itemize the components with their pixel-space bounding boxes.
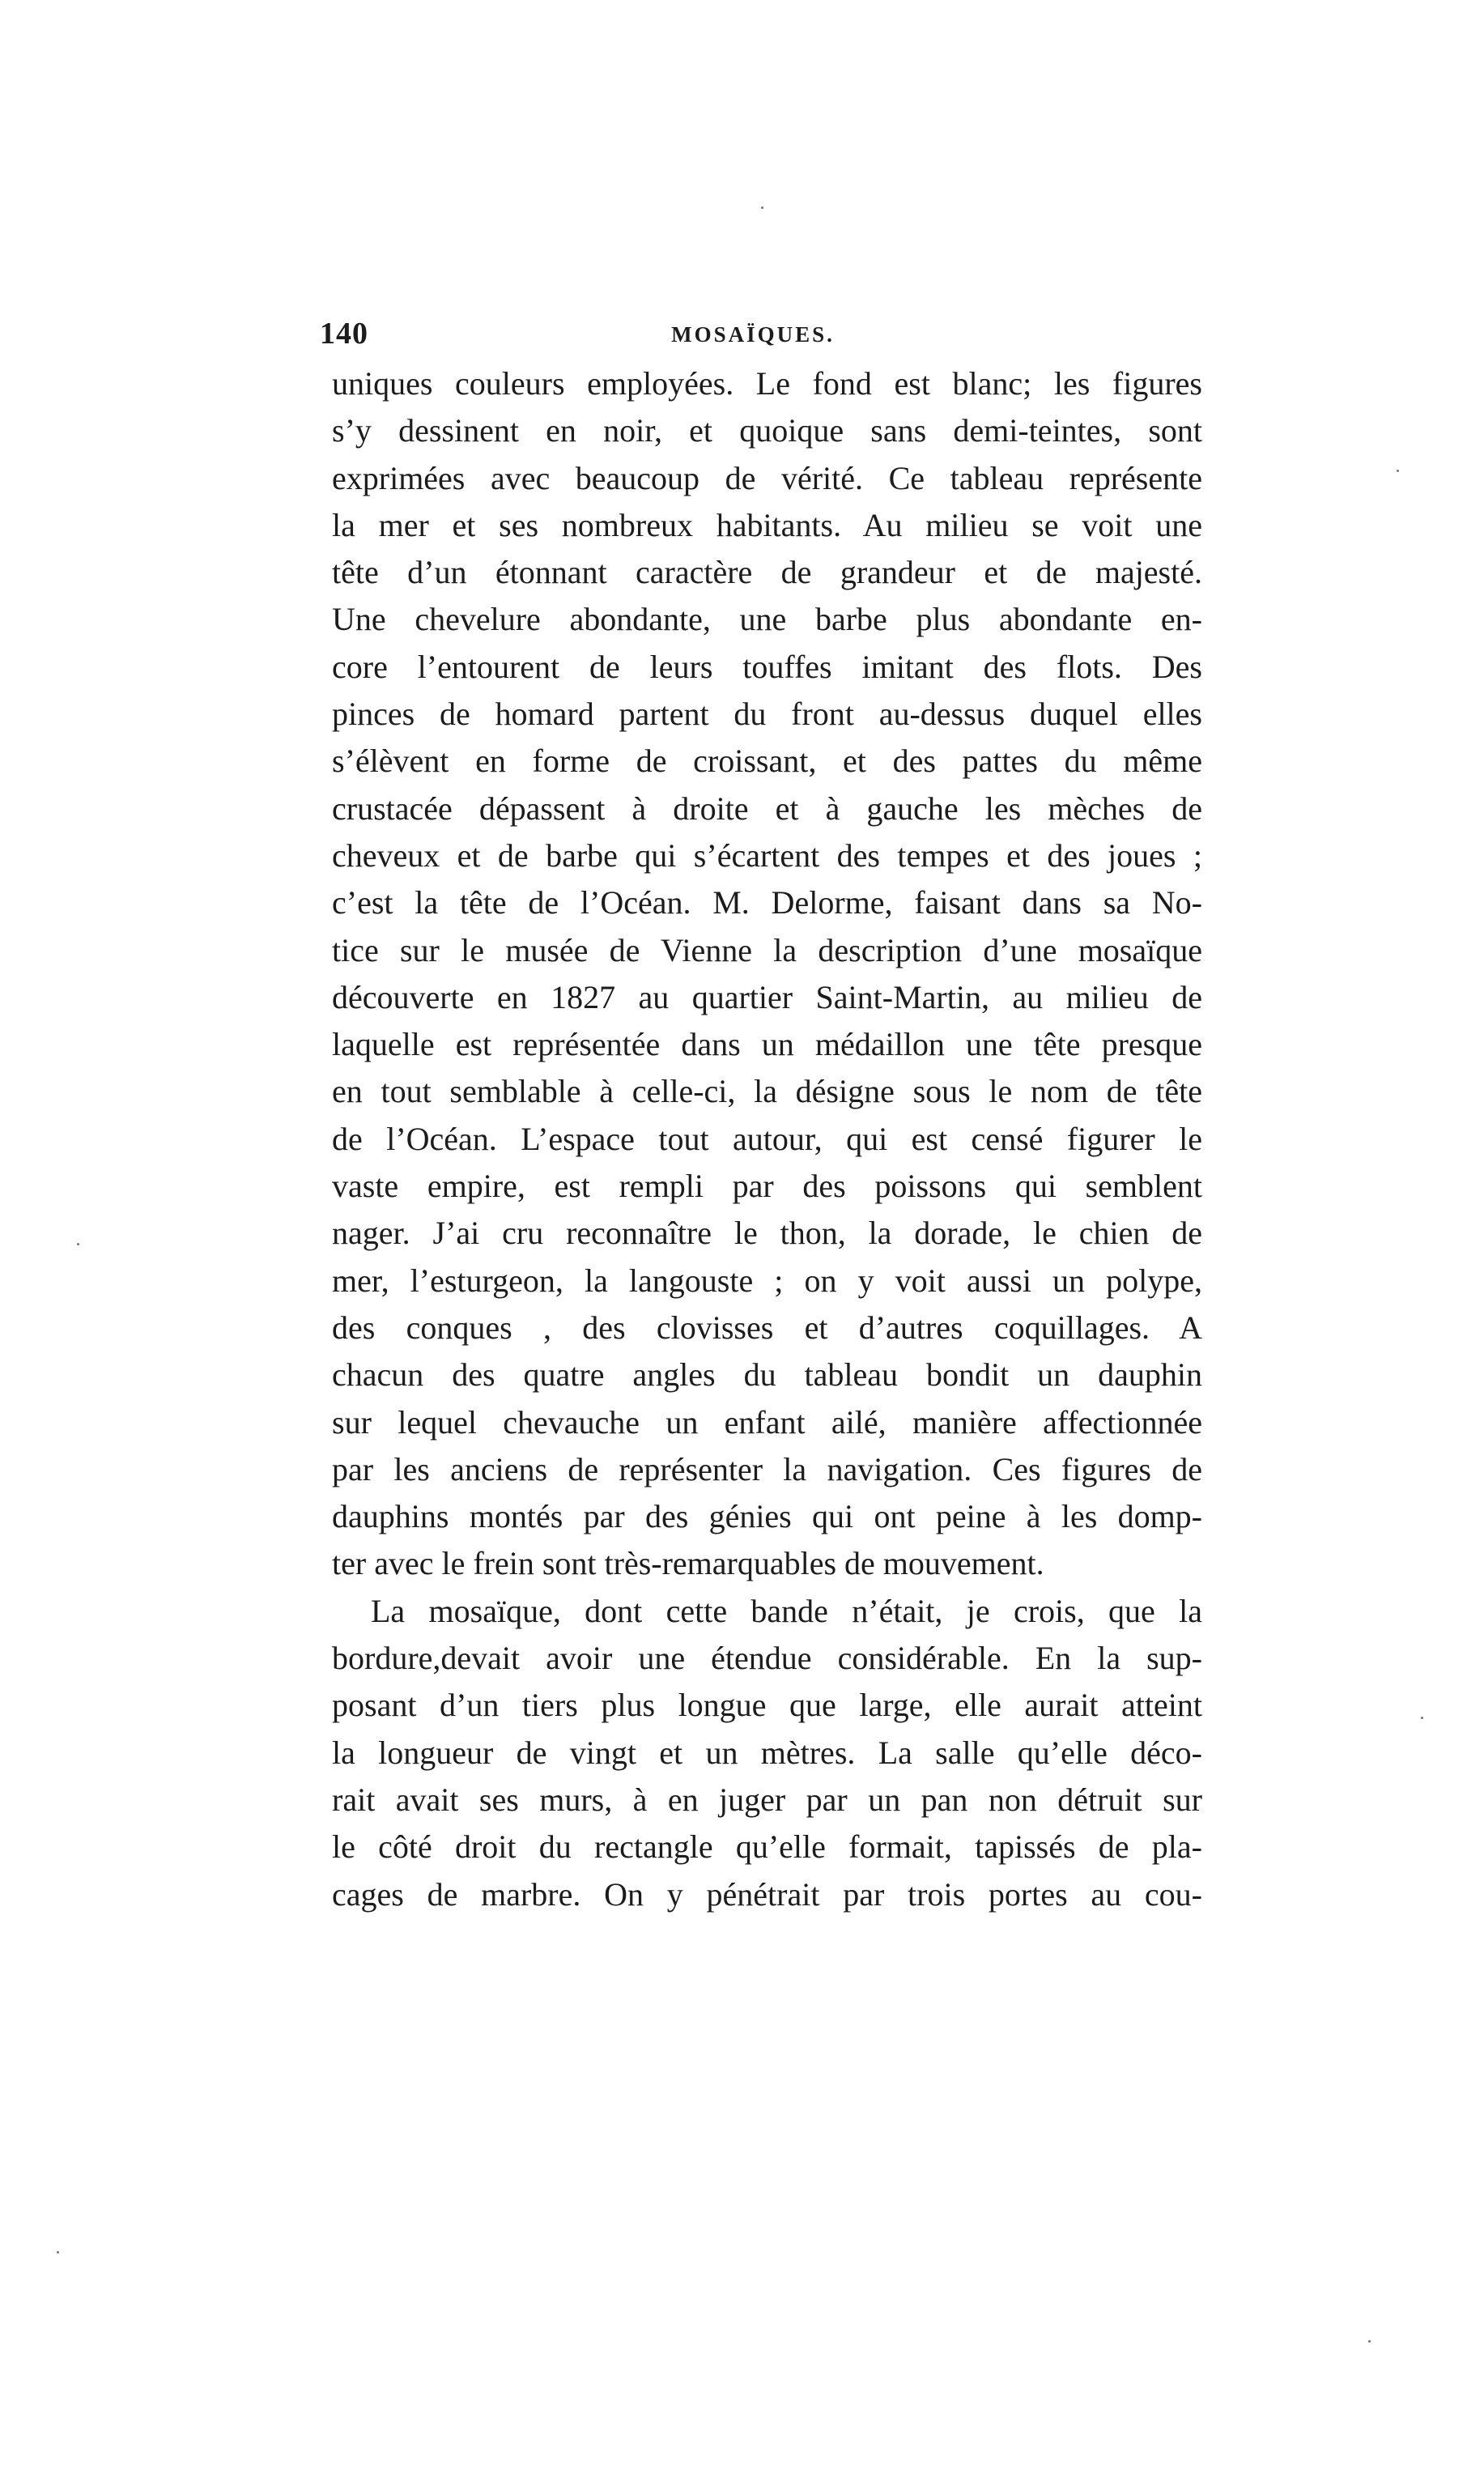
text-line: le côté droit du rectangle qu’elle formait, tapissés de pla- — [332, 1828, 1202, 1866]
text-line: rait avait ses murs, à en juger par un pan non détruit sur — [332, 1781, 1202, 1818]
text-line: vaste empire, est rempli par des poissons qui semblent — [332, 1168, 1202, 1205]
page-number: 140 — [320, 317, 368, 351]
body-text — [332, 360, 1202, 1918]
text-line: ter avec le frein sont très-remarquables de mouvement. — [332, 1545, 1044, 1582]
running-title: MOSAÏQUES. — [671, 322, 835, 347]
paper-speck — [57, 2251, 59, 2254]
text-line: s’élèvent en forme de croissant, et des pattes du même — [332, 743, 1202, 780]
text-line: c’est la tête de l’Océan. M. Delorme, faisant dans sa No- — [332, 884, 1202, 921]
text-line: La mosaïque, dont cette bande n’était, je crois, que la — [371, 1592, 1202, 1629]
text-line: core l’entourent de leurs touffes imitant des flots. Des — [332, 648, 1202, 685]
text-line: la mer et ses nombreux habitants. Au milieu se voit une — [332, 506, 1202, 543]
text-line: Une chevelure abondante, une barbe plus abondante en- — [332, 601, 1202, 638]
text-line: en tout semblable à celle-ci, la désigne sous le nom de tête — [332, 1073, 1202, 1110]
paper-speck — [1368, 2340, 1371, 2343]
text-line: crustacée dépassent à droite et à gauche les mèches de — [332, 789, 1202, 827]
text-line: des conques , des clovisses et d’autres coquillages. A — [332, 1309, 1202, 1346]
text-line: posant d’un tiers plus longue que large, elle aurait atteint — [332, 1687, 1202, 1724]
text-line: de l’Océan. L’espace tout autour, qui est censé figurer le — [332, 1120, 1202, 1157]
running-header — [320, 311, 1235, 360]
text-line: nager. J’ai cru reconnaître le thon, la dorade, le chien de — [332, 1215, 1202, 1252]
text-line: pinces de homard partent du front au-dessus duquel elles — [332, 696, 1202, 733]
text-line: s’y dessinent en noir, et quoique sans demi-teintes, sont — [332, 412, 1202, 449]
text-line: cages de marbre. On y pénétrait par trois portes au cou- — [332, 1875, 1202, 1913]
paper-speck — [1421, 1717, 1423, 1719]
text-line: la longueur de vingt et un mètres. La salle qu’elle déco- — [332, 1734, 1202, 1771]
text-line: chacun des quatre angles du tableau bondit un dauphin — [332, 1356, 1202, 1394]
text-line: tice sur le musée de Vienne la description d’une mosaïque — [332, 931, 1202, 968]
text-line: exprimées avec beaucoup de vérité. Ce tableau représente — [332, 459, 1202, 496]
text-line: uniques couleurs employées. Le fond est blanc; les figures — [332, 365, 1202, 402]
text-line: bordure,devait avoir une étendue considérable. En la sup- — [332, 1640, 1202, 1677]
text-line: découverte en 1827 au quartier Saint-Martin, au milieu de — [332, 978, 1202, 1015]
text-line: sur lequel chevauche un enfant ailé, manière affectionnée — [332, 1403, 1202, 1441]
paragraph-1 — [332, 360, 1202, 1588]
paragraph-2 — [332, 1588, 1202, 1918]
text-line: laquelle est représentée dans un médaillon une tête presque — [332, 1026, 1202, 1063]
text-line: dauphins montés par des génies qui ont peine à les domp- — [332, 1498, 1202, 1535]
paper-speck — [77, 1243, 79, 1245]
paper-speck — [1397, 470, 1399, 472]
text-line: mer, l’esturgeon, la langouste ; on y voit aussi un polype, — [332, 1262, 1202, 1299]
text-line: tête d’un étonnant caractère de grandeur et de majesté. — [332, 554, 1202, 591]
text-line: par les anciens de représenter la navigation. Ces figures de — [332, 1450, 1202, 1487]
paper-speck — [761, 206, 763, 209]
text-line: cheveux et de barbe qui s’écartent des tempes et des joues ; — [332, 836, 1202, 874]
